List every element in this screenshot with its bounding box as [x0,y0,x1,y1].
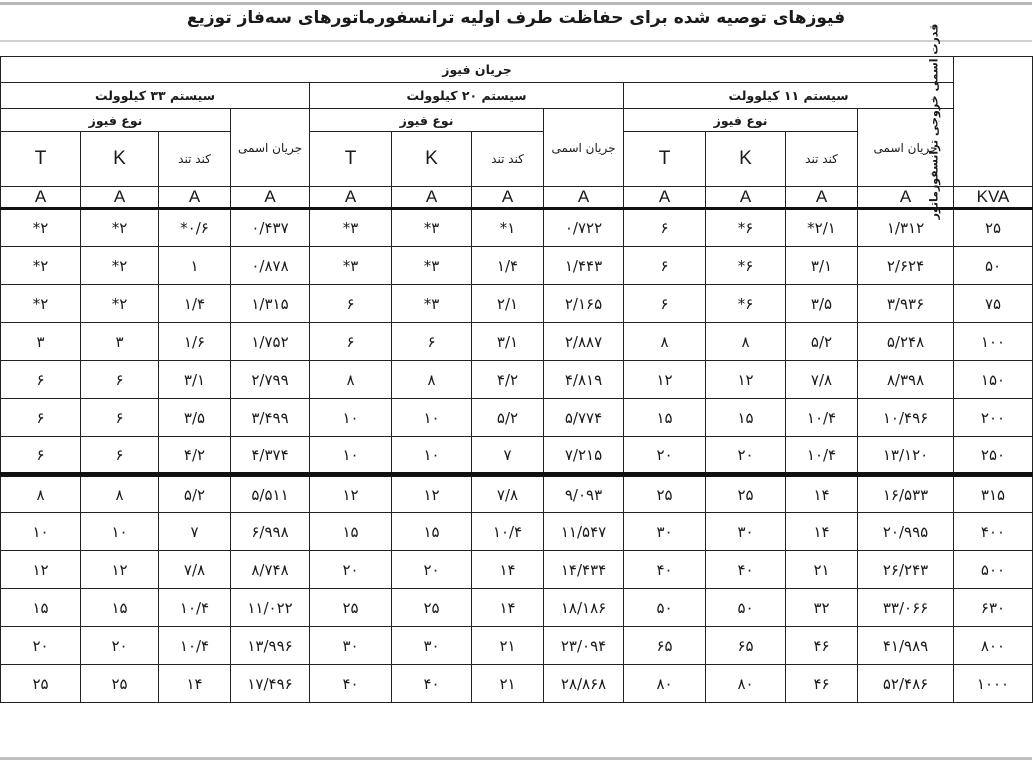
fast-slow-fuse-cell: ۴۶ [786,627,858,665]
nominal-current-cell: ۲/۱۶۵ [544,285,624,323]
nominal-current-cell: ۸/۳۹۸ [858,361,954,399]
unit-a: A [624,187,706,209]
table-row [1,589,1033,627]
nominal-current-cell: ۲۶/۲۴۳ [858,551,954,589]
unit-kva: KVA [954,187,1033,209]
fast-slow-fuse-cell: ۲۱ [472,627,544,665]
fast-slow-fuse-cell: ۵/۲ [472,399,544,437]
fast-slow-fuse-cell: ۲/۱* [786,209,858,247]
k-type-11kv: K [706,132,786,187]
t-fuse-cell: ۲۰ [624,437,706,475]
capacity-cell: ۲۰۰ [954,399,1033,437]
t-fuse-cell: ۸۰ [624,665,706,703]
fast-slow-fuse-cell: ۳/۱ [786,247,858,285]
nominal-current-cell: ۱۱/۵۴۷ [544,513,624,551]
k-fuse-cell: ۶* [706,209,786,247]
fast-slow-fuse-cell: ۲۱ [786,551,858,589]
unit-a: A [544,187,624,209]
k-type-33kv: K [81,132,159,187]
fast-slow-fuse-cell: ۲/۱ [472,285,544,323]
k-fuse-cell: ۸ [706,323,786,361]
t-fuse-cell: ۲۵ [624,475,706,513]
nominal-current-cell: ۱/۷۵۲ [231,323,310,361]
nominal-current-cell: ۱/۳۱۵ [231,285,310,323]
k-fuse-cell: ۱۲ [706,361,786,399]
table-row [1,475,1033,513]
table-body [1,23,1033,703]
nominal-current-cell: ۰/۸۷۸ [231,247,310,285]
capacity-cell: ۳۱۵ [954,475,1033,513]
t-fuse-cell: ۶ [624,247,706,285]
t-fuse-cell: ۱۲ [1,551,81,589]
nominal-current-cell: ۲/۸۸۷ [544,323,624,361]
fast-slow-fuse-cell: ۷ [159,513,231,551]
t-fuse-cell: ۵۰ [624,589,706,627]
fast-slow-fuse-cell: ۱* [472,209,544,247]
nominal-current-cell: ۱/۴۴۳ [544,247,624,285]
fast-slow-33kv: کند تند [159,132,231,187]
nominal-current-cell: ۵/۷۷۴ [544,399,624,437]
nominal-current-cell: ۲۰/۹۹۵ [858,513,954,551]
t-fuse-cell: ۱۲ [310,475,392,513]
t-fuse-cell: ۱۰ [1,513,81,551]
k-fuse-cell: ۱۵ [706,399,786,437]
fast-slow-fuse-cell: ۳۲ [786,589,858,627]
fast-slow-fuse-cell: ۳/۵ [159,399,231,437]
t-fuse-cell: ۲* [1,285,81,323]
k-fuse-cell: ۳* [392,209,472,247]
t-type-33kv: T [1,132,81,187]
k-fuse-cell: ۶ [81,399,159,437]
t-fuse-cell: ۱۰ [310,399,392,437]
unit-a: A [786,187,858,209]
fast-slow-fuse-cell: ۱۴ [159,665,231,703]
nominal-current-cell: ۹/۰۹۳ [544,475,624,513]
fast-slow-fuse-cell: ۲۱ [472,665,544,703]
nominal-current-cell: ۱۴/۴۳۴ [544,551,624,589]
k-fuse-cell: ۲* [81,285,159,323]
t-fuse-cell: ۱۵ [1,589,81,627]
fast-slow-fuse-cell: ۰/۶* [159,209,231,247]
table-row [1,665,1033,703]
unit-a: A [81,187,159,209]
nominal-current-cell: ۱۳/۱۲۰ [858,437,954,475]
k-fuse-cell: ۶* [706,285,786,323]
fast-slow-fuse-cell: ۴۶ [786,665,858,703]
t-fuse-cell: ۲۵ [310,589,392,627]
nominal-current-cell: ۱/۳۱۲ [858,209,954,247]
fast-slow-fuse-cell: ۱/۶ [159,323,231,361]
fast-slow-fuse-cell: ۴/۲ [472,361,544,399]
k-fuse-cell: ۲۰ [81,627,159,665]
nominal-current-11kv: جریان اسمی [858,109,954,187]
t-fuse-cell: ۲۰ [310,551,392,589]
fast-slow-fuse-cell: ۷ [472,437,544,475]
k-fuse-cell: ۸۰ [706,665,786,703]
fast-slow-fuse-cell: ۱۰/۴ [472,513,544,551]
unit-a: A [159,187,231,209]
capacity-cell: ۲۵ [954,209,1033,247]
k-fuse-cell: ۲۵ [706,475,786,513]
fuse-type-33kv: نوع فیوز [1,109,231,132]
table-row [1,399,1033,437]
k-type-20kv: K [392,132,472,187]
k-fuse-cell: ۵۰ [706,589,786,627]
table-row [1,627,1033,665]
fast-slow-fuse-cell: ۱/۴ [159,285,231,323]
k-fuse-cell: ۱۲ [392,475,472,513]
t-fuse-cell: ۶ [1,361,81,399]
k-fuse-cell: ۲* [81,209,159,247]
k-fuse-cell: ۶* [706,247,786,285]
table-row [1,437,1033,475]
t-fuse-cell: ۳۰ [310,627,392,665]
t-fuse-cell: ۱۵ [624,399,706,437]
fast-slow-fuse-cell: ۱ [159,247,231,285]
t-fuse-cell: ۲۵ [1,665,81,703]
k-fuse-cell: ۳* [392,285,472,323]
system-11kv-header: سیستم ۱۱ کیلوولت [624,83,954,109]
nominal-current-cell: ۷/۲۱۵ [544,437,624,475]
k-fuse-cell: ۳۰ [706,513,786,551]
capacity-cell: ۵۰ [954,247,1033,285]
fast-slow-fuse-cell: ۳/۱ [159,361,231,399]
k-fuse-cell: ۴۰ [706,551,786,589]
k-fuse-cell: ۲۰ [392,551,472,589]
table-row [1,247,1033,285]
t-fuse-cell: ۳ [1,323,81,361]
fast-slow-fuse-cell: ۴/۲ [159,437,231,475]
t-type-11kv: T [624,132,706,187]
k-fuse-cell: ۲۰ [706,437,786,475]
nominal-current-cell: ۲۳/۰۹۴ [544,627,624,665]
k-fuse-cell: ۳* [392,247,472,285]
nominal-current-cell: ۱۶/۵۳۳ [858,475,954,513]
nominal-current-cell: ۵/۵۱۱ [231,475,310,513]
table-row [1,209,1033,247]
nominal-current-cell: ۵۲/۴۸۶ [858,665,954,703]
k-fuse-cell: ۱۰ [392,399,472,437]
capacity-cell: ۷۵ [954,285,1033,323]
t-fuse-cell: ۳۰ [624,513,706,551]
fast-slow-fuse-cell: ۱۴ [786,475,858,513]
nominal-current-cell: ۱۰/۴۹۶ [858,399,954,437]
t-fuse-cell: ۲* [1,247,81,285]
table-row [1,285,1033,323]
table-row [1,551,1033,589]
k-fuse-cell: ۸ [392,361,472,399]
fuse-table [0,23,1033,703]
k-fuse-cell: ۶ [81,437,159,475]
nominal-current-cell: ۱۷/۴۹۶ [231,665,310,703]
nominal-current-cell: ۳۳/۰۶۶ [858,589,954,627]
fast-slow-fuse-cell: ۱/۴ [472,247,544,285]
capacity-cell: ۲۵۰ [954,437,1033,475]
fuse-current-header: جریان فیوز [1,57,954,83]
t-fuse-cell: ۱۵ [310,513,392,551]
nominal-current-cell: ۰/۷۲۲ [544,209,624,247]
unit-a: A [392,187,472,209]
fast-slow-11kv: کند تند [786,132,858,187]
k-fuse-cell: ۶ [392,323,472,361]
capacity-cell: ۵۰۰ [954,551,1033,589]
fast-slow-20kv: کند تند [472,132,544,187]
nominal-current-cell: ۵/۲۴۸ [858,323,954,361]
nominal-current-20kv: جریان اسمی [544,109,624,187]
k-fuse-cell: ۲۵ [81,665,159,703]
k-fuse-cell: ۳۰ [392,627,472,665]
unit-a: A [310,187,392,209]
t-fuse-cell: ۱۲ [624,361,706,399]
t-fuse-cell: ۸ [1,475,81,513]
fast-slow-fuse-cell: ۳/۱ [472,323,544,361]
capacity-cell: ۱۰۰ [954,323,1033,361]
t-type-20kv: T [310,132,392,187]
fast-slow-fuse-cell: ۵/۲ [786,323,858,361]
fast-slow-fuse-cell: ۷/۸ [159,551,231,589]
t-fuse-cell: ۶ [1,399,81,437]
k-fuse-cell: ۱۰ [81,513,159,551]
t-fuse-cell: ۱۰ [310,437,392,475]
t-fuse-cell: ۶ [310,323,392,361]
k-fuse-cell: ۱۵ [392,513,472,551]
k-fuse-cell: ۶ [81,361,159,399]
k-fuse-cell: ۸ [81,475,159,513]
nominal-current-cell: ۴/۸۱۹ [544,361,624,399]
unit-a: A [1,187,81,209]
fast-slow-fuse-cell: ۱۰/۴ [786,437,858,475]
nominal-current-cell: ۶/۹۹۸ [231,513,310,551]
nominal-current-cell: ۱۳/۹۹۶ [231,627,310,665]
table-row [1,513,1033,551]
t-fuse-cell: ۶ [1,437,81,475]
title-divider [0,40,1032,42]
capacity-cell: ۸۰۰ [954,627,1033,665]
nominal-current-cell: ۴/۳۷۴ [231,437,310,475]
fuse-type-20kv: نوع فیوز [310,109,544,132]
system-33kv-header: سیستم ۳۳ کیلوولت [1,83,310,109]
k-fuse-cell: ۱۰ [392,437,472,475]
nominal-current-33kv: جریان اسمی [231,109,310,187]
fast-slow-fuse-cell: ۷/۸ [472,475,544,513]
fast-slow-fuse-cell: ۵/۲ [159,475,231,513]
fast-slow-fuse-cell: ۱۴ [472,551,544,589]
top-border [0,2,1032,5]
k-fuse-cell: ۳ [81,323,159,361]
nominal-current-cell: ۸/۷۴۸ [231,551,310,589]
t-fuse-cell: ۳* [310,247,392,285]
capacity-header: قدرت اسمی خروجی ترانسفورماتور [954,57,1033,187]
t-fuse-cell: ۲* [1,209,81,247]
nominal-current-cell: ۱۸/۱۸۶ [544,589,624,627]
capacity-cell: ۱۰۰۰ [954,665,1033,703]
nominal-current-cell: ۲۸/۸۶۸ [544,665,624,703]
nominal-current-cell: ۳/۹۳۶ [858,285,954,323]
t-fuse-cell: ۲۰ [1,627,81,665]
t-fuse-cell: ۳* [310,209,392,247]
unit-a: A [231,187,310,209]
capacity-cell: ۱۵۰ [954,361,1033,399]
t-fuse-cell: ۶۵ [624,627,706,665]
capacity-cell: ۴۰۰ [954,513,1033,551]
nominal-current-cell: ۴۱/۹۸۹ [858,627,954,665]
bottom-border [0,757,1032,760]
fast-slow-fuse-cell: ۱۴ [786,513,858,551]
unit-a: A [472,187,544,209]
t-fuse-cell: ۸ [624,323,706,361]
fast-slow-fuse-cell: ۱۴ [472,589,544,627]
unit-a: A [706,187,786,209]
nominal-current-cell: ۲/۶۲۴ [858,247,954,285]
fast-slow-fuse-cell: ۳/۵ [786,285,858,323]
k-fuse-cell: ۲* [81,247,159,285]
fast-slow-fuse-cell: ۱۰/۴ [786,399,858,437]
nominal-current-cell: ۳/۴۹۹ [231,399,310,437]
k-fuse-cell: ۱۵ [81,589,159,627]
fast-slow-fuse-cell: ۱۰/۴ [159,589,231,627]
table-row [1,361,1033,399]
fuse-type-11kv: نوع فیوز [624,109,858,132]
t-fuse-cell: ۶ [624,209,706,247]
k-fuse-cell: ۱۲ [81,551,159,589]
fast-slow-fuse-cell: ۷/۸ [786,361,858,399]
t-fuse-cell: ۶ [624,285,706,323]
t-fuse-cell: ۸ [310,361,392,399]
k-fuse-cell: ۲۵ [392,589,472,627]
unit-a: A [858,187,954,209]
capacity-cell: ۶۳۰ [954,589,1033,627]
system-20kv-header: سیستم ۲۰ کیلوولت [310,83,624,109]
table-title: فیوزهای توصیه شده برای حفاظت طرف اولیه ترانسفورماتورهای سه‌فاز توزیع [186,8,846,28]
t-fuse-cell: ۶ [310,285,392,323]
k-fuse-cell: ۴۰ [392,665,472,703]
table-row [1,323,1033,361]
nominal-current-cell: ۲/۷۹۹ [231,361,310,399]
t-fuse-cell: ۴۰ [624,551,706,589]
nominal-current-cell: ۱۱/۰۲۲ [231,589,310,627]
nominal-current-cell: ۰/۴۳۷ [231,209,310,247]
k-fuse-cell: ۶۵ [706,627,786,665]
fast-slow-fuse-cell: ۱۰/۴ [159,627,231,665]
t-fuse-cell: ۴۰ [310,665,392,703]
